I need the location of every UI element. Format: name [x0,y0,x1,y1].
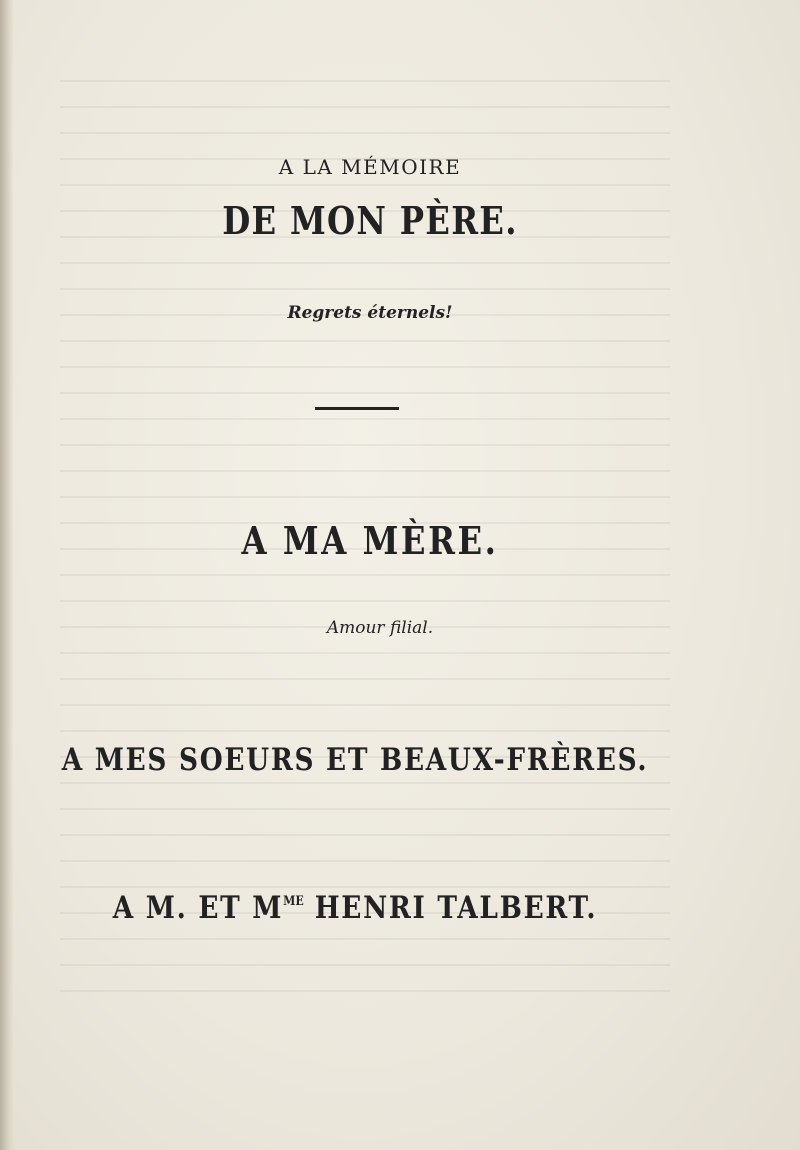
dedication-talbert-superscript: ME [283,894,304,909]
dedication-talbert-title [53,890,657,926]
dedication-mother-motto: Amour filial. [326,618,434,638]
section-divider-rule [315,407,399,410]
dedication-mother-title: A MA MÈRE. [241,518,499,563]
dedication-father-title: DE MON PÈRE. [222,198,518,243]
dedication-father-motto: Regrets éternels! [287,303,453,323]
dedication-father-heading: A LA MÉMOIRE [278,155,462,179]
dedication-talbert-prefix: A M. ET M [112,890,284,926]
dedication-sisters-title: A MES SOEURS ET BEAUX-FRÈRES. [61,742,649,778]
dedication-talbert-name: HENRI TALBERT. [303,890,598,926]
